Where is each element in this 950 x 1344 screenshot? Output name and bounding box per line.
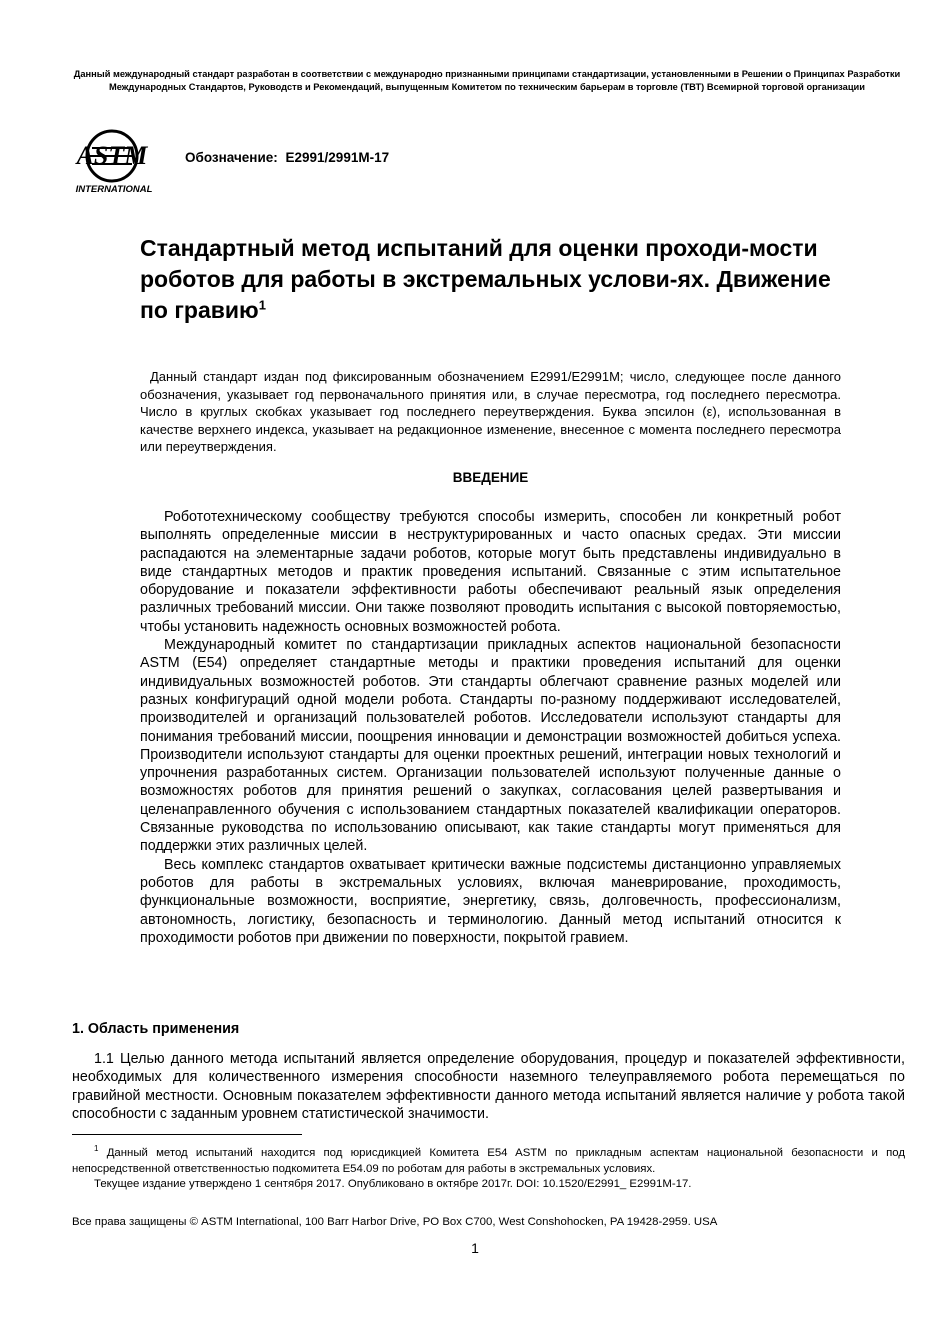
section-heading-scope: 1. Область применения: [72, 1021, 240, 1037]
page-number: 1: [471, 1240, 479, 1256]
scope-paragraph: 1.1 Целью данного метода испытаний является определение оборудования, процедур и показателей эффективности, необходимых для количественного измерения способности наземного телеуправляемого робота перемещаться по гравийной местности. Основным показателем эффективности данного метода испытаний является наличие у робота такой способности с заданным уровнем статистической значимости.: [72, 1051, 905, 1122]
astm-logo: [72, 126, 156, 198]
footnote-divider: [72, 1134, 302, 1135]
footnotes: [72, 1146, 905, 1193]
footnote-1: [72, 1146, 905, 1177]
designation: [185, 150, 389, 165]
introduction-body: [140, 508, 841, 947]
svg-text:ASTM: ASTM: [76, 141, 148, 170]
document-title: [140, 233, 840, 326]
title-footnote-mark: 1: [258, 297, 266, 313]
footnote-text: Данный метод испытаний находится под юрисдикцией Комитета E54 ASTM по прикладным аспектам национальной безопасности и под непосредственной ответственностью подкомитета E54.09 по роботам для работы в экстремальных условиях.: [72, 1147, 905, 1175]
standard-notice: Данный международный стандарт разработан в соответствии с международно признанными принципами стандартизации, установленными в Решении о Принципах Разработки Международных Стандартов, Руководств и Рекомендаций, выпущенным Комитетом по техническим барьерам в торговле (ТВТ) Всемирной торговой организации: [73, 69, 901, 92]
introduction-paragraph: Международный комитет по стандартизации прикладных аспектов национальной безопасности ASTM (E54) определяет стандартные методы и практики проведения испытаний для оценки индивидуальных возможностей роботов. Эти стандарты облегчают сравнение разных моделей или разных конфигураций одной модели робота. Стандарты по-разному поддерживают исследователей, производителей и организаций пользователей роботов. Исследователи используют стандарты для понимания требований миссии, поощрения инновации и демонстрации возможностей добиться успеха. Производители используют стандарты для оценки проектных решений, интеграции новых технологий и упрочнения разработанных систем. Организации пользователей используют полученные данные о возможностях роботов для принятия решений о закупках, согласования целей развертывания и целенаправленного обучения с использованием стандартных показателей квалификации операторов. Связанные руководства по использованию описывают, как такие стандарты могут применяться для поддержки этих различных целей.: [140, 637, 841, 855]
footnote-mark: 1: [94, 1144, 99, 1154]
designation-label: Обозначение:: [185, 150, 278, 165]
introduction-heading: ВВЕДЕНИЕ: [452, 470, 529, 485]
designation-code: E2991/2991M-17: [285, 150, 390, 165]
introduction-paragraph: Робототехническому сообществу требуются способы измерить, способен ли конкретный робот выполнять определенные миссии в неструктурированных и часто опасных средах. Эти миссии распадаются на элементарные задачи роботов, которые могут быть представлены индивидуально в виде стандартных методов и практик проведения испытаний. Связанные с этим испытательное оборудование и показатели эффективности работы обеспечивают реальный язык определения различных требований миссии. Они также позволяют проводить испытания с высокой повторяемостью, чтобы установить надежность основных возможностей робота.: [140, 509, 841, 635]
astm-logo-icon: [72, 126, 156, 198]
copyright: Все права защищены © ASTM International, 100 Barr Harbor Drive, PO Box C700, West Conshohocken, PA 19428-2959. USA: [72, 1216, 718, 1228]
logo-caption: INTERNATIONAL: [75, 184, 153, 195]
introduction-paragraph: Весь комплекс стандартов охватывает критически важные подсистемы дистанционно управляемых роботов для работы в экстремальных условиях, включая маневрирование, проходимость, функциональные возможности, восприятие, энергетику, связь, долговечность, профессионализм, автономность, логистику, безопасность и терминологию. Данный метод испытаний относится к проходимости роботов при движении по поверхности, покрытой гравием.: [140, 856, 841, 946]
title-text: Стандартный метод испытаний для оценки проходи-мости роботов для работы в экстремальных услови-ях. Движение по гравию: [140, 235, 831, 323]
standard-designation-note: Данный стандарт издан под фиксированным обозначением E2991/E2991M; число, следующее после данного обозначения, указывает год первоначального принятия или, в случае пересмотра, год последнего пересмотра. Число в круглых скобках указывает год последнего переутверждения. Буква эпсилон (ε), использованная в качестве верхнего индекса, указывает на редакционное изменение, внесенное с момента последнего пересмотра или переутверждения.: [140, 369, 841, 454]
edition-note: Текущее издание утверждено 1 сентября 2017. Опубликовано в октябре 2017г. DOI: 10.1520/E2991_ E2991M-17.: [94, 1178, 692, 1190]
